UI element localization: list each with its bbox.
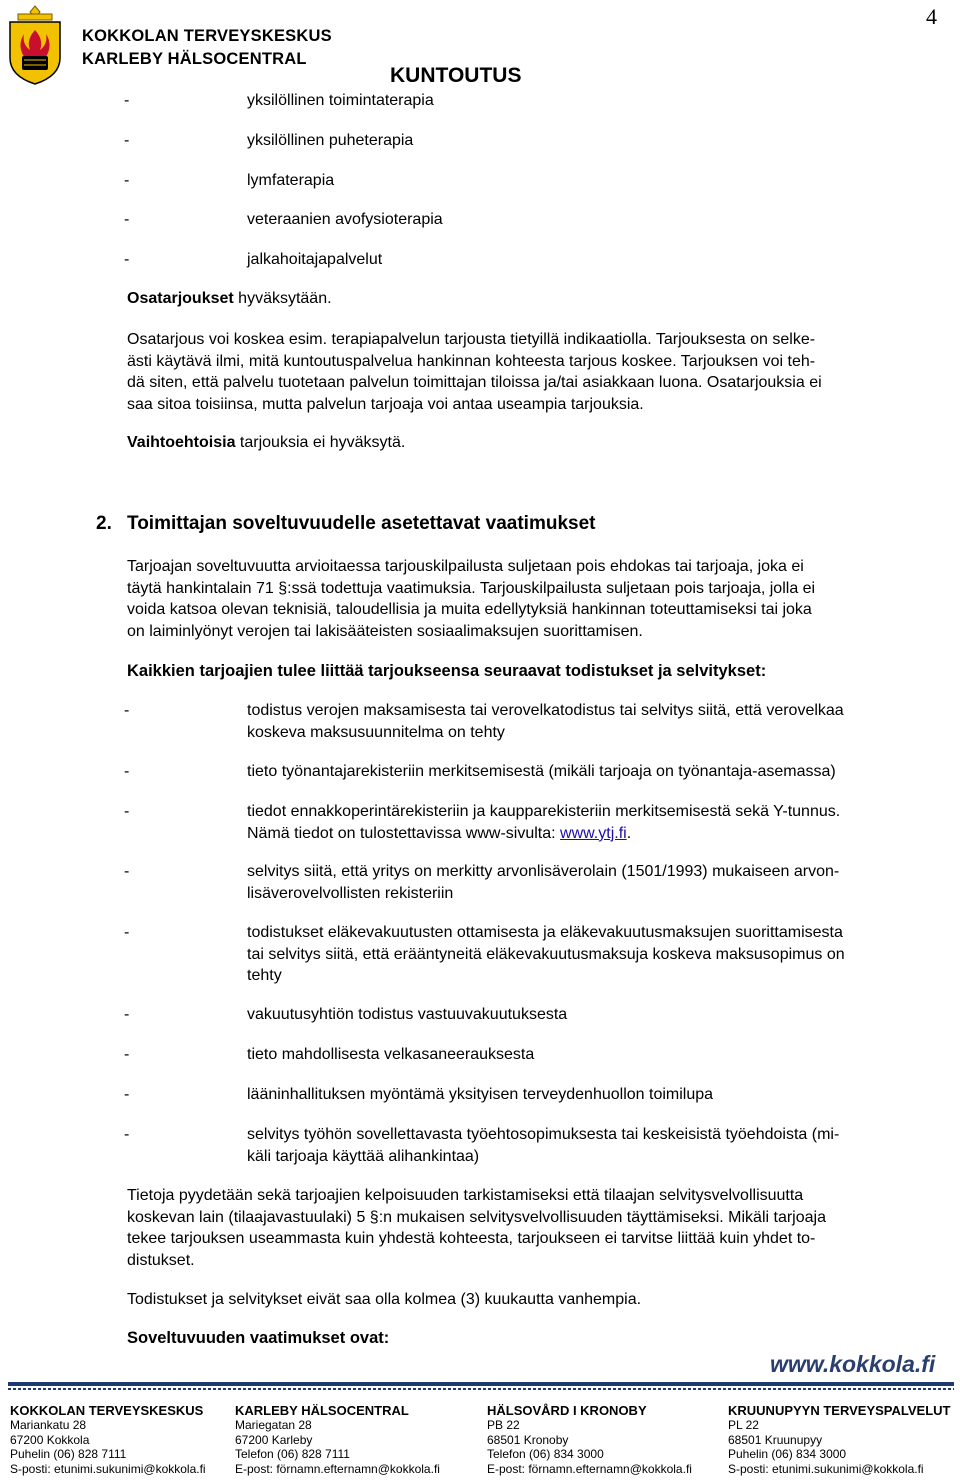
org-name-swedish: KARLEBY HÄLSOCENTRAL xyxy=(82,50,307,68)
list-item: yksilöllinen puheterapia xyxy=(247,132,414,149)
list-item xyxy=(247,801,947,844)
footer-org: KOKKOLAN TERVEYSKESKUS xyxy=(10,1403,204,1418)
list-dash: - xyxy=(124,132,130,149)
section-number: 2. xyxy=(96,513,112,534)
footer-line: Telefon (06) 828 7111 xyxy=(235,1447,350,1462)
list-item xyxy=(247,922,947,987)
ytj-suffix: . xyxy=(626,824,632,842)
paragraph-contractor-liability xyxy=(127,1185,947,1271)
list-item xyxy=(247,761,947,783)
list-item-line: käli tarjoaja käyttää alihankintaa) xyxy=(247,1147,480,1165)
list-item xyxy=(247,1084,947,1106)
list-dash: - xyxy=(124,1126,130,1143)
footer-line: S-posti: etunimi.sukunimi@kokkola.fi xyxy=(10,1461,206,1476)
list-dash: - xyxy=(124,702,130,719)
alternative-bids-rest: tarjouksia ei hyväksytä. xyxy=(235,434,406,451)
paragraph-line: tekee tarjouksen useammasta kuin yhdestä kohteesta, tarjoukseen ei tarvitse liittää kuin yhdet to- xyxy=(127,1230,816,1247)
list-item-line: tiedot ennakkoperintärekisteriin ja kaupparekisteriin merkitsemisestä sekä Y-tunnus. xyxy=(247,803,841,820)
footer-line: 67200 Kokkola xyxy=(10,1432,90,1447)
footer-line: Mariankatu 28 xyxy=(10,1418,87,1432)
footer-line: 68501 Kronoby xyxy=(487,1432,569,1447)
partial-bids-bold: Osatarjoukset xyxy=(127,290,234,307)
footer-column-kruunupyy xyxy=(728,1403,956,1476)
list-item-line: todistukset eläkevakuutusten ottamisesta ja eläkevakuutusmaksujen suorittamisesta xyxy=(247,924,843,941)
footer-line: E-post: förnamn.efternamn@kokkola.fi xyxy=(487,1461,692,1476)
list-dash: - xyxy=(124,1046,130,1063)
list-item-line: todistus verojen maksamisesta tai verovelkatodistus tai selvitys siitä, että verovelkaa xyxy=(247,702,844,719)
list-item: jalkahoitajapalvelut xyxy=(247,251,383,268)
paragraph-line: dä siten, että palvelu tuotetaan palvelun toimittajan tiloissa ja/tai asiakkaan luona. Osatarjouksia ei xyxy=(127,374,822,391)
footer-column-kokkola xyxy=(10,1403,230,1476)
list-item xyxy=(247,1124,947,1167)
list-item xyxy=(247,861,947,904)
partial-bids-rest: hyväksytään. xyxy=(233,290,332,307)
list-item-line xyxy=(247,823,947,845)
list-dash: - xyxy=(124,763,130,780)
paragraph-line: ästi käytävä ilmi, mitä kuntoutuspalvelua hankinnan kohteesta tarjous koskee. Tarjouksen voi teh- xyxy=(127,352,816,370)
section-title: KUNTOUTUS xyxy=(390,64,522,87)
paragraph-line: voida katsoa olevan teknisiä, taloudellisia ja muita edellytyksiä hankinnan toteuttamiseksi tai joka xyxy=(127,601,812,618)
list-item-line: koskeva maksusuunnitelma on tehty xyxy=(247,723,505,741)
org-name-finnish: KOKKOLAN TERVEYSKESKUS xyxy=(82,27,332,45)
footer-line: Puhelin (06) 834 3000 xyxy=(728,1447,847,1462)
paragraph-line: on laiminlyönyt verojen tai lakisääteisten sosiaalimaksujen suorittamisen. xyxy=(127,622,643,640)
footer-org: HÄLSOVÅRD I KRONOBY xyxy=(487,1403,647,1418)
paragraph-line: Tarjoajan soveltuvuutta arvioitaessa tarjouskilpailusta suljetaan pois ehdokas tai tarjoaja, joka ei xyxy=(127,558,804,575)
list-item-line: tieto työnantajarekisteriin merkitsemisestä (mikäli tarjoaja on työnantaja-asemassa) xyxy=(247,763,836,780)
alternative-bids-bold: Vaihtoehtoisia xyxy=(127,434,236,451)
list-item-line: tieto mahdollisesta velkasaneerauksesta xyxy=(247,1046,535,1063)
footer-line: Mariegatan 28 xyxy=(235,1418,312,1432)
list-item-line: selvitys siitä, että yritys on merkitty arvonlisäverolain (1501/1993) mukaiseen arvon- xyxy=(247,863,840,880)
list-item-line: lääninhallituksen myöntämä yksityisen terveydenhuollon toimilupa xyxy=(247,1086,714,1103)
city-crest-logo xyxy=(6,4,64,86)
footer-org: KRUUNUPYYN TERVEYSPALVELUT xyxy=(728,1403,951,1418)
list-dash: - xyxy=(124,1086,130,1103)
website-logo[interactable]: www.kokkola.fi xyxy=(770,1351,936,1377)
list-dash: - xyxy=(124,863,130,880)
list-item-line: vakuutusyhtiön todistus vastuuvakuutuksesta xyxy=(247,1006,568,1023)
list-dash: - xyxy=(124,924,130,941)
footer-line: Telefon (06) 834 3000 xyxy=(487,1447,604,1462)
footer-rule-thin xyxy=(8,1388,954,1390)
list-item xyxy=(247,1044,947,1066)
page-number: 4 xyxy=(926,4,937,29)
list-item-line: tai selvitys siitä, että erääntyneitä eläkevakuutusmaksuja koskeva maksusopimus on xyxy=(247,945,845,963)
list-item: lymfaterapia xyxy=(247,172,335,189)
list-item: veteraanien avofysioterapia xyxy=(247,211,443,228)
ytj-link[interactable]: www.ytj.fi xyxy=(560,824,627,842)
list-item xyxy=(247,1004,947,1026)
list-item-line: lisäverovelvollisten rekisteriin xyxy=(247,884,454,902)
footer-line: Puhelin (06) 828 7111 xyxy=(10,1447,127,1462)
list-item-line: tehty xyxy=(247,967,282,984)
paragraph-line: täytä hankintalain 71 §:ssä todettuja vaatimuksia. Tarjouskilpailusta suljetaan pois tarjoaja, jolla ei xyxy=(127,579,816,597)
paragraph-suitability xyxy=(127,556,947,642)
footer-rule xyxy=(8,1382,954,1386)
list-dash: - xyxy=(124,211,130,228)
list-dash: - xyxy=(124,803,130,820)
paragraph-partial-bids xyxy=(127,329,947,415)
list-dash: - xyxy=(124,92,130,109)
list-dash: - xyxy=(124,251,130,268)
ytj-prefix: Nämä tiedot on tulostettavissa www-sivulta: xyxy=(247,824,561,842)
alternative-bids-rejected xyxy=(127,432,405,454)
section-heading: Toimittajan soveltuvuudelle asetettavat vaatimukset xyxy=(127,513,596,534)
paragraph-certificate-age: Todistukset ja selvitykset eivät saa olla kolmea (3) kuukautta vanhempia. xyxy=(127,1291,642,1308)
list-item: yksilöllinen toimintaterapia xyxy=(247,92,434,109)
footer-line: 68501 Kruunupyy xyxy=(728,1432,823,1447)
footer-column-kronoby xyxy=(487,1403,722,1476)
paragraph-line: saa sitoa toisiinsa, mutta palvelun tarjoaja voi antaa useampia tarjouksia. xyxy=(127,395,644,413)
partial-bids-accepted xyxy=(127,288,332,310)
paragraph-line: distukset. xyxy=(127,1251,195,1269)
all-bidders-heading: Kaikkien tarjoajien tulee liittää tarjoukseensa seuraavat todistukset ja selvitykset: xyxy=(127,662,767,680)
paragraph-line: Tietoja pyydetään sekä tarjoajien kelpoisuuden tarkistamiseksi että tilaajan selvitysvelvollisuutta xyxy=(127,1187,804,1204)
footer-line: E-post: förnamn.efternamn@kokkola.fi xyxy=(235,1461,440,1476)
paragraph-line: koskevan lain (tilaajavastuulaki) 5 §:n mukaisen selvitysvelvollisuuden täyttämiseksi. Mikäli tarjoaja xyxy=(127,1208,826,1226)
list-dash: - xyxy=(124,1006,130,1023)
footer-line: S-posti: etunimi.sukunimi@kokkola.fi xyxy=(728,1461,924,1476)
list-item xyxy=(247,700,947,743)
footer-line: PB 22 xyxy=(487,1418,520,1432)
footer-line: PL 22 xyxy=(728,1418,759,1432)
list-dash: - xyxy=(124,172,130,189)
suitability-requirements-heading: Soveltuvuuden vaatimukset ovat: xyxy=(127,1329,390,1347)
list-item-line: selvitys työhön sovellettavasta työehtosopimuksesta tai keskeisistä työehdoista (mi- xyxy=(247,1126,840,1143)
footer-org: KARLEBY HÄLSOCENTRAL xyxy=(235,1403,409,1418)
footer-line: 67200 Karleby xyxy=(235,1432,313,1447)
footer-column-karleby xyxy=(235,1403,480,1476)
paragraph-line: Osatarjous voi koskea esim. terapiapalvelun tarjousta tietyillä indikaatiolla. Tarjouksesta on selke- xyxy=(127,331,816,348)
